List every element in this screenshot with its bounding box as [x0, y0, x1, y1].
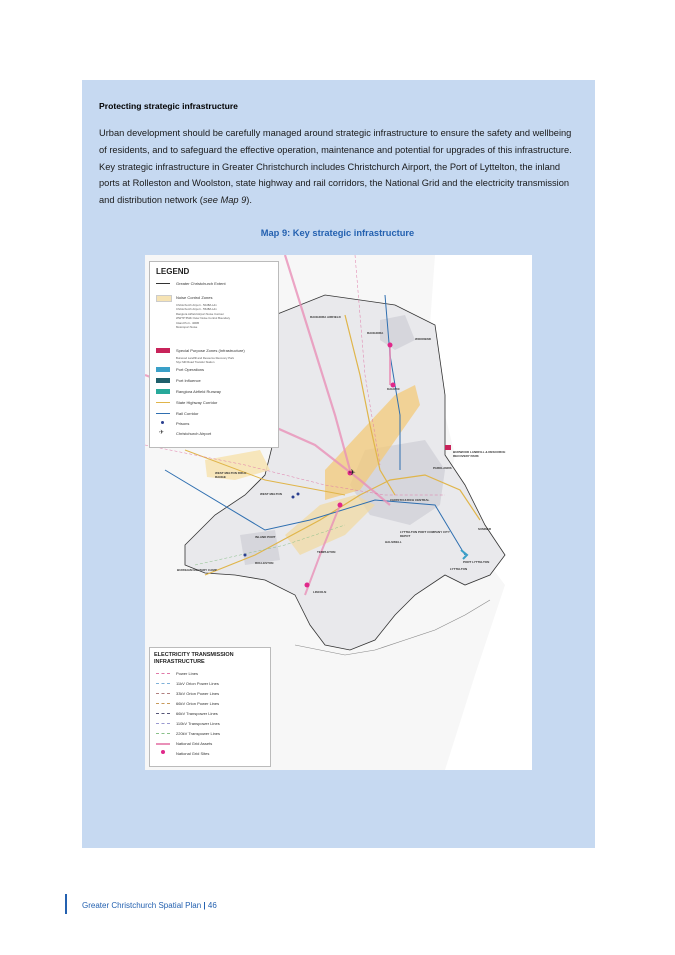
- elec-swatch-3: [156, 703, 170, 704]
- elec-swatch-8: [161, 750, 165, 754]
- noise-sub-2: Rangiora Airfield Airport Noise Contour: [176, 311, 225, 316]
- place-label: KAIAPOI: [387, 387, 400, 391]
- prison-1: [292, 496, 295, 499]
- legend-item-highway: State Highway Corridor: [176, 400, 218, 405]
- place-label: LYTTELTON: [450, 567, 468, 571]
- elec-swatch-6: [156, 733, 170, 734]
- legend-item-prisons: Prisons: [176, 421, 190, 426]
- place-label: LYTTELTON PORT COMPANY CITY DEPOT: [400, 530, 450, 538]
- noise-sub-0: Christchurch Airport - 50dBA Ldn: [176, 303, 217, 307]
- map-legend: [149, 261, 279, 448]
- spz-sub-1: Styx Mill Road Transfer Station: [176, 360, 215, 365]
- place-label: RANGIORA AIRFIELD: [310, 315, 341, 319]
- elec-item: 220kV Transpower Lines: [176, 731, 221, 736]
- legend-swatch-runway: [156, 389, 170, 394]
- map-caption: Map 9: Key strategic infrastructure: [260, 228, 415, 238]
- place-label: SUMNER: [478, 527, 492, 531]
- legend-item-port-influence: Port Influence: [176, 378, 201, 383]
- place-label: INLAND PORT: [255, 535, 276, 539]
- legend-item-noise: Noise Control Zones: [176, 295, 213, 300]
- place-label: BURNHAM MILITARY CAMP: [177, 568, 217, 572]
- elec-item: 11kV Orion Power Lines: [176, 681, 219, 686]
- legend-swatch-noise: [156, 295, 172, 302]
- noise-sub-4: Inland Port - 40DB: [176, 320, 200, 325]
- map-figure: [145, 255, 532, 770]
- legend-item-airport: Christchurch Airport: [176, 431, 212, 436]
- airport-icon: ✈: [349, 468, 356, 477]
- noise-sub-3: WWTP 55db Outer Noise Control Boundary: [176, 316, 231, 321]
- prison-3: [244, 554, 247, 557]
- page-number: 46: [207, 901, 217, 910]
- place-label: PORT LYTTELTON: [463, 560, 490, 564]
- legend-spz-sub: [176, 356, 234, 365]
- legend-swatch-highway: [156, 402, 170, 403]
- legend-title: LEGEND: [156, 267, 190, 276]
- legend-swatch-spz: [156, 348, 170, 353]
- elec-item: Power Lines: [176, 671, 199, 676]
- prison-2: [297, 493, 300, 496]
- legend-swatch-port-ops: [156, 367, 170, 372]
- place-label: ROLLESTON: [255, 561, 274, 565]
- elec-swatch-7: [156, 743, 170, 745]
- grid-site-lincoln: [305, 583, 310, 588]
- elec-item: 66kV Transpower Lines: [176, 711, 218, 716]
- legend-item-spz: Special Purpose Zones (Infrastructure): [176, 348, 245, 353]
- footer-title: Greater Christchurch Spatial Plan: [82, 901, 202, 910]
- legend-swatch-extent: [156, 283, 170, 284]
- body-paragraph: [99, 125, 579, 209]
- place-label: PARKLANDS: [433, 466, 452, 470]
- section-heading: Protecting strategic infrastructure: [99, 101, 238, 111]
- electricity-legend-title: [154, 652, 234, 665]
- place-label: WOODEND: [415, 337, 431, 341]
- place-label: LINCOLN: [313, 590, 327, 594]
- elec-swatch-4: [156, 713, 170, 714]
- legend-item-rail: Rail Corridor: [176, 411, 199, 416]
- map-reference: see Map 9: [202, 195, 247, 206]
- place-label: CHRISTCHURCH CENTRAL: [390, 498, 430, 502]
- elec-item: National Grid Assets: [176, 741, 213, 746]
- legend-airport-icon: ✈: [159, 430, 165, 436]
- body-text-main: Urban development should be carefully managed around strategic infrastructure to ensure the safety and wellbeing of residents, and to safeguard the effective operation, maintenance and potential for upgrades of this infrastructure. Key strategic infrastructure in Greater Christchurch includes Christchurch Airport, the Port of Lyttelton, the inland ports at Rolleston and Woolston, state highway and rail corridors, the National Grid and the electricity transmission and distribution network (: [99, 128, 572, 206]
- page-footer: [82, 901, 217, 910]
- legend-swatch-rail: [156, 413, 170, 414]
- place-label: BURWOOD LANDFILL & RESOURCE RECOVERY PARK: [453, 450, 506, 458]
- legend-noise-sub: [176, 303, 230, 329]
- special-purpose-zone-burwood: [445, 445, 451, 450]
- legend-item-runway: Rangiora Airfield Runway: [176, 389, 221, 394]
- elec-swatch-5: [156, 723, 170, 724]
- elec-swatch-0: [156, 673, 170, 674]
- electricity-title-line2: INFRASTRUCTURE: [154, 658, 205, 665]
- grid-site-templeton: [338, 503, 343, 508]
- legend-swatch-prisons: [161, 421, 164, 424]
- footer-accent-bar: [65, 894, 67, 914]
- place-label: WEST MELTON: [260, 492, 282, 496]
- spz-sub-0: Burwood Landfill and Resource Recovery Park: [176, 356, 234, 360]
- elec-item: 33kV Orion Power Lines: [176, 691, 220, 696]
- elec-item: National Grid Sites: [176, 751, 210, 756]
- legend-swatch-port-influence: [156, 378, 170, 383]
- grid-site-rangiora: [388, 343, 393, 348]
- legend-item-port-ops: Port Operations: [176, 367, 205, 372]
- electricity-title-line1: ELECTRICITY TRANSMISSION: [154, 652, 234, 658]
- elec-swatch-1: [156, 683, 170, 684]
- place-label: TEMPLETON: [317, 550, 336, 554]
- body-text-end: ).: [246, 195, 252, 206]
- elec-item: 110kV Transpower Lines: [176, 721, 220, 726]
- place-label: RANGIORA: [367, 331, 384, 335]
- legend-item-extent: Greater Christchurch Extent: [176, 281, 226, 286]
- noise-sub-1: Christchurch Airport - 55dBA Ldn: [176, 307, 217, 312]
- noise-sub-5: Motorsport Noise: [176, 325, 198, 330]
- place-label: WEST MELTON RIFLE RANGE: [215, 471, 247, 479]
- place-label: HALSWELL: [385, 540, 402, 544]
- footer-separator: |: [203, 901, 206, 910]
- electricity-legend: [149, 647, 271, 767]
- elec-item: 66kV Orion Power Lines: [176, 701, 220, 706]
- elec-swatch-2: [156, 693, 170, 694]
